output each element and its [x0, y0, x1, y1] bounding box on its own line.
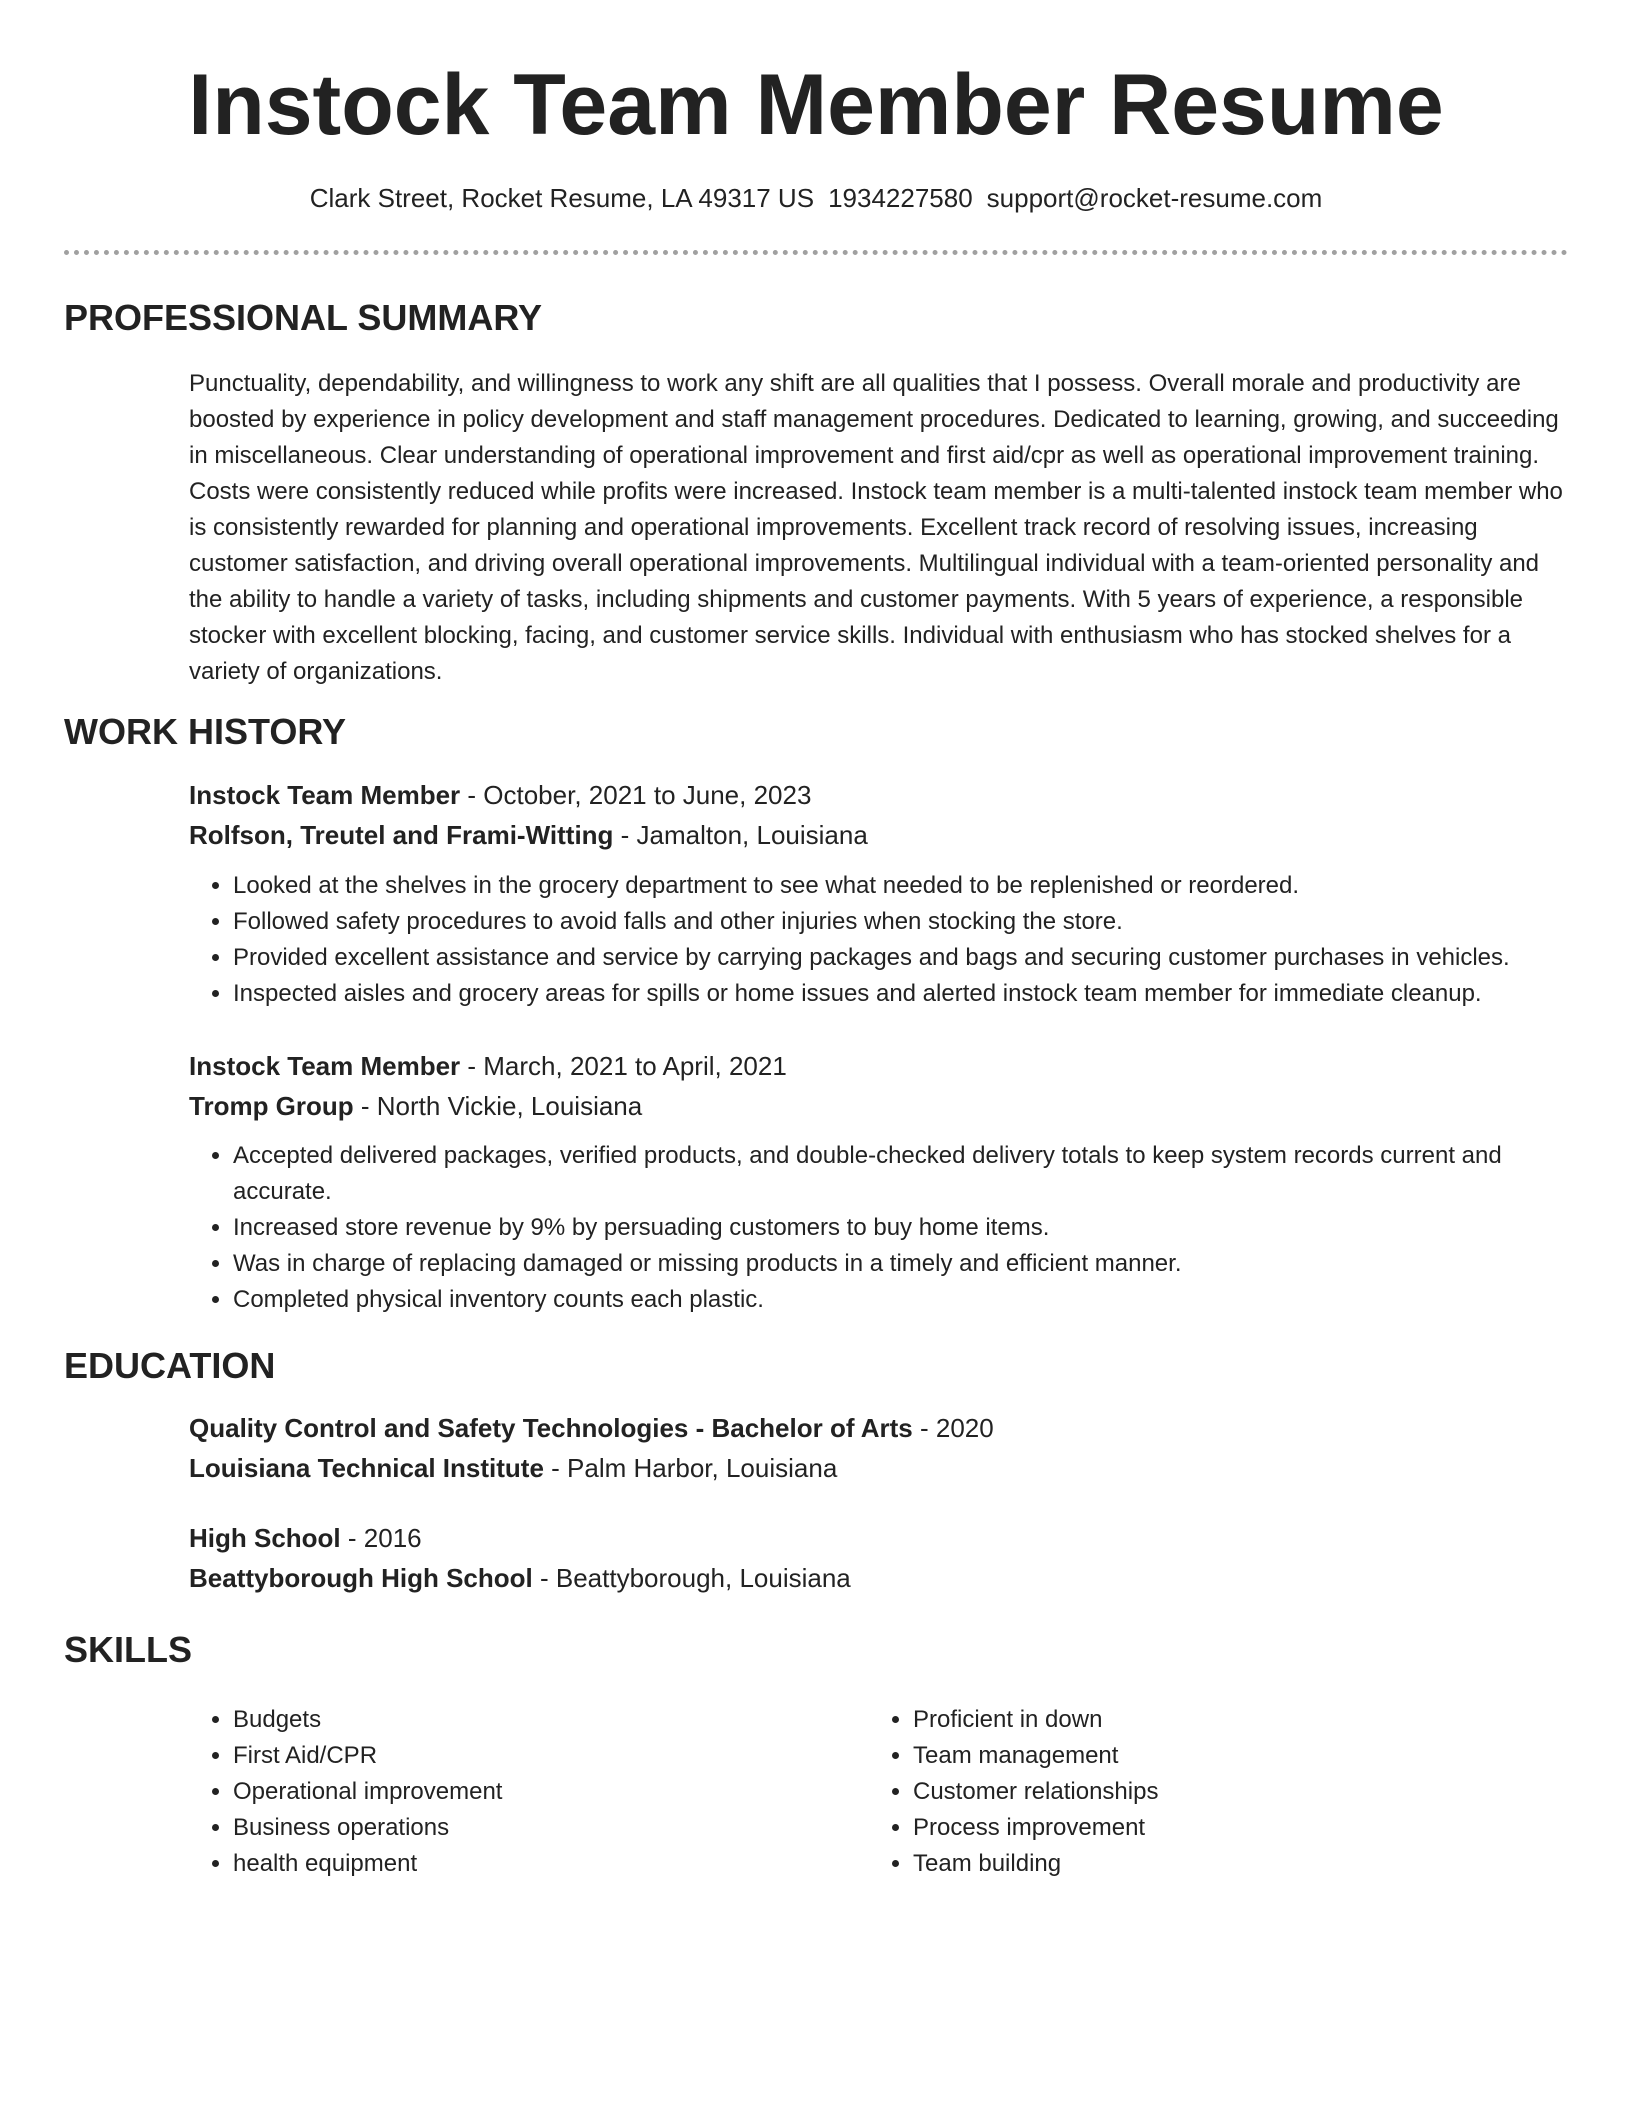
- list-item: • Inspected aisles and grocery areas for spills or home issues and alerted instock team member for immediate cleanup.: [233, 976, 1613, 1012]
- job-title: Instock Team Member: [189, 780, 461, 810]
- contact-address: Clark Street, Rocket Resume, LA 49317 US: [309, 183, 815, 213]
- school-location: - Palm Harbor, Louisiana: [543, 1453, 838, 1483]
- degree: High School: [189, 1523, 341, 1553]
- degree-year: - 2016: [340, 1523, 422, 1553]
- skills-list-right: [869, 1702, 1513, 1882]
- skill-item: • Operational improvement: [233, 1774, 833, 1810]
- education-entry-1: [189, 1408, 1569, 1488]
- job-dates: - March, 2021 to April, 2021: [460, 1051, 787, 1081]
- work-history-heading: WORK HISTORY: [64, 711, 347, 752]
- skill-item: • Proficient in down: [913, 1702, 1513, 1738]
- degree-year: - 2020: [912, 1413, 994, 1443]
- education-heading: EDUCATION: [64, 1345, 276, 1386]
- list-item: • Provided excellent assistance and service by carrying packages and bags and securing customer purchases in vehicles.: [233, 940, 1613, 976]
- education-entry-2: [189, 1518, 1569, 1598]
- summary-text: Punctuality, dependability, and willingness to work any shift are all qualities that I possess. Overall morale and productivity are boosted by experience in policy development and staff management procedures. Dedicated to learning, growing, and succeeding in miscellaneous. Clear understanding of operational improvement and first aid/cpr as well as operational improvement training. Costs were consistently reduced while profits were increased. Instock team member is a multi-talented instock team member who is consistently rewarded for planning and operational improvements. Excellent track record of resolving issues, increasing customer satisfaction, and driving overall operational improvements. Multilingual individual with a team-oriented personality and the ability to handle a variety of tasks, including shipments and customer payments. With 5 years of experience, a responsible stocker with excellent blocking, facing, and customer service skills. Individual with enthusiasm who has stocked shelves for a variety of organizations.: [189, 370, 1563, 685]
- job-dates: - October, 2021 to June, 2023: [460, 780, 812, 810]
- job-title-line: [189, 775, 1569, 815]
- school: Louisiana Technical Institute: [189, 1453, 544, 1483]
- list-item: • Looked at the shelves in the grocery department to see what needed to be replenished or reordered.: [233, 868, 1613, 904]
- list-item: • Accepted delivered packages, verified products, and double-checked delivery totals to keep system records current and accurate.: [233, 1138, 1573, 1210]
- list-item: • Followed safety procedures to avoid falls and other injuries when stocking the store.: [233, 904, 1613, 940]
- school-line: [189, 1558, 1569, 1598]
- skill-item: • health equipment: [233, 1846, 833, 1882]
- contact-phone: 1934227580: [828, 183, 973, 213]
- school-location: - Beattyborough, Louisiana: [532, 1563, 851, 1593]
- job-company: Rolfson, Treutel and Frami-Witting: [189, 820, 614, 850]
- skill-item: • Customer relationships: [913, 1774, 1513, 1810]
- job-entry-1: [189, 775, 1569, 855]
- school-line: [189, 1448, 1569, 1488]
- skill-item: • Business operations: [233, 1810, 833, 1846]
- skill-item: • Team building: [913, 1846, 1513, 1882]
- job-location: - Jamalton, Louisiana: [613, 820, 868, 850]
- job-company-line: [189, 1086, 1569, 1126]
- job-title: Instock Team Member: [189, 1051, 461, 1081]
- skill-item: • Budgets: [233, 1702, 833, 1738]
- contact-email: support@rocket-resume.com: [986, 183, 1323, 213]
- job-2-bullets: [189, 1138, 1573, 1318]
- summary-heading: PROFESSIONAL SUMMARY: [64, 297, 543, 338]
- skill-item: • First Aid/CPR: [233, 1738, 833, 1774]
- skills-list-left: [189, 1702, 833, 1882]
- list-item: • Was in charge of replacing damaged or missing products in a timely and efficient manner.: [233, 1246, 1573, 1282]
- contact-line: [0, 180, 1632, 216]
- job-entry-2: [189, 1046, 1569, 1126]
- list-item: • Completed physical inventory counts each plastic.: [233, 1282, 1573, 1318]
- job-1-bullets: [189, 868, 1613, 1012]
- list-item: • Increased store revenue by 9% by persuading customers to buy home items.: [233, 1210, 1573, 1246]
- degree: Quality Control and Safety Technologies - Bachelor of Arts: [189, 1413, 913, 1443]
- skill-item: • Process improvement: [913, 1810, 1513, 1846]
- job-company-line: [189, 815, 1569, 855]
- job-location: - North Vickie, Louisiana: [353, 1091, 643, 1121]
- skill-item: • Team management: [913, 1738, 1513, 1774]
- skills-heading: SKILLS: [64, 1629, 193, 1670]
- degree-line: [189, 1408, 1569, 1448]
- header-divider: [64, 250, 1568, 255]
- degree-line: [189, 1518, 1569, 1558]
- job-title-line: [189, 1046, 1569, 1086]
- school: Beattyborough High School: [189, 1563, 533, 1593]
- resume-title: Instock Team Member Resume: [188, 57, 1444, 153]
- job-company: Tromp Group: [189, 1091, 354, 1121]
